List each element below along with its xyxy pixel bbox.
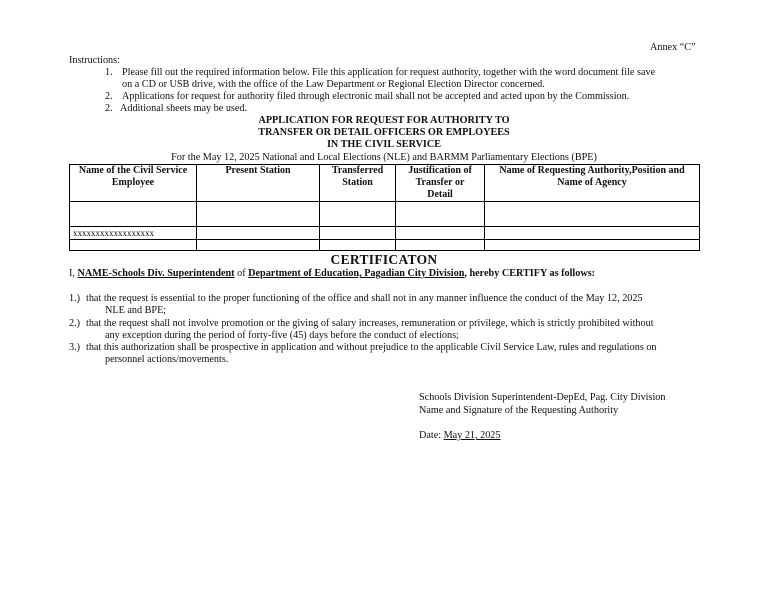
form-title <box>0 115 768 151</box>
signature-position: Schools Division Superintendent-DepEd, Pag. City Division <box>419 392 666 403</box>
table-cell[interactable] <box>485 227 700 240</box>
certification-text: NLE and BPE; <box>105 305 167 316</box>
column-header-transferred-station: Transferred Station <box>320 165 396 202</box>
table-cell[interactable] <box>396 202 485 227</box>
date-label: Date: <box>419 430 444 441</box>
table-cell[interactable] <box>396 240 485 251</box>
certification-number: 2.) <box>69 318 81 329</box>
table-cell[interactable] <box>197 240 320 251</box>
table-row <box>70 227 700 240</box>
form-title-line: IN THE CIVIL SERVICE <box>326 139 442 150</box>
certification-number: 1.) <box>69 293 81 304</box>
certification-text: that the request is essential to the proper functioning of the office and shall not in any manner influence the conduct of the May 12, 2025 <box>86 293 643 304</box>
instruction-text: Applications for request for authority filed through electronic mail shall not be accepted and acted upon by the Commission. <box>122 91 630 102</box>
intro-of: of <box>234 268 249 279</box>
annex-label: Annex “C” <box>650 42 696 53</box>
column-header-justification: Justification of Transfer or Detail <box>396 165 485 202</box>
date-value: May 21, 2025 <box>443 430 501 441</box>
signature-date <box>419 430 501 442</box>
form-subtitle: For the May 12, 2025 National and Local Elections (NLE) and BARMM Parliamentary Elections (BPE) <box>171 152 597 163</box>
instructions-label: Instructions: <box>69 55 120 66</box>
column-header-requesting-authority: Name of Requesting Authority,Position and Name of Agency <box>485 165 700 202</box>
table-cell[interactable] <box>396 227 485 240</box>
certification-text: any exception during the period of forty-five (45) days before the conduct of elections; <box>105 330 459 341</box>
instruction-number: 1. <box>105 67 113 78</box>
transfer-request-table <box>69 164 700 251</box>
table-cell[interactable] <box>485 202 700 227</box>
certification-intro <box>69 268 595 280</box>
employee-placeholder: xxxxxxxxxxxxxxxxxx <box>73 228 154 238</box>
table-cell[interactable] <box>70 227 197 240</box>
table-cell[interactable] <box>485 240 700 251</box>
requesting-office: Department of Education, Pagadian City Division <box>248 268 465 279</box>
table-row <box>70 240 700 251</box>
form-title-line: TRANSFER OR DETAIL OFFICERS OR EMPLOYEES <box>258 127 510 138</box>
signature-caption: Name and Signature of the Requesting Authority <box>419 405 619 416</box>
instruction-number: 2. <box>105 103 113 114</box>
instruction-text: Please fill out the required information below. File this application for request authority, together with the word document file save <box>122 67 656 78</box>
table-row <box>70 202 700 227</box>
table-cell[interactable] <box>197 202 320 227</box>
table-header-row <box>70 165 700 202</box>
table-cell[interactable] <box>320 202 396 227</box>
intro-suffix: , hereby CERTIFY as follows: <box>464 268 596 279</box>
table-cell[interactable] <box>70 240 197 251</box>
column-header-present-station: Present Station <box>197 165 320 202</box>
table-cell[interactable] <box>320 227 396 240</box>
table-cell[interactable] <box>70 202 197 227</box>
instruction-number: 2. <box>105 91 113 102</box>
column-header-employee: Name of the Civil Service Employee <box>70 165 197 202</box>
certification-text: that the request shall not involve promotion or the giving of salary increases, remuneration or privilege, which is strictly prohibited without <box>86 318 654 329</box>
requesting-authority-name: NAME-Schools Div. Superintendent <box>77 268 235 279</box>
form-title-line: APPLICATION FOR REQUEST FOR AUTHORITY TO <box>258 115 510 126</box>
certification-text: personnel actions/movements. <box>105 354 229 365</box>
certification-title: CERTIFICATON <box>330 252 438 267</box>
certification-number: 3.) <box>69 342 81 353</box>
certification-text: that this authorization shall be prospective in application and without prejudice to the applicable Civil Service Law, rules and regulations on <box>86 342 657 353</box>
instruction-text: on a CD or USB drive, with the office of the Law Department or Regional Election Director concerned. <box>122 79 545 90</box>
instruction-text: Additional sheets may be used. <box>120 103 248 114</box>
intro-prefix: I, <box>69 268 78 279</box>
table-cell[interactable] <box>320 240 396 251</box>
table-cell[interactable] <box>197 227 320 240</box>
